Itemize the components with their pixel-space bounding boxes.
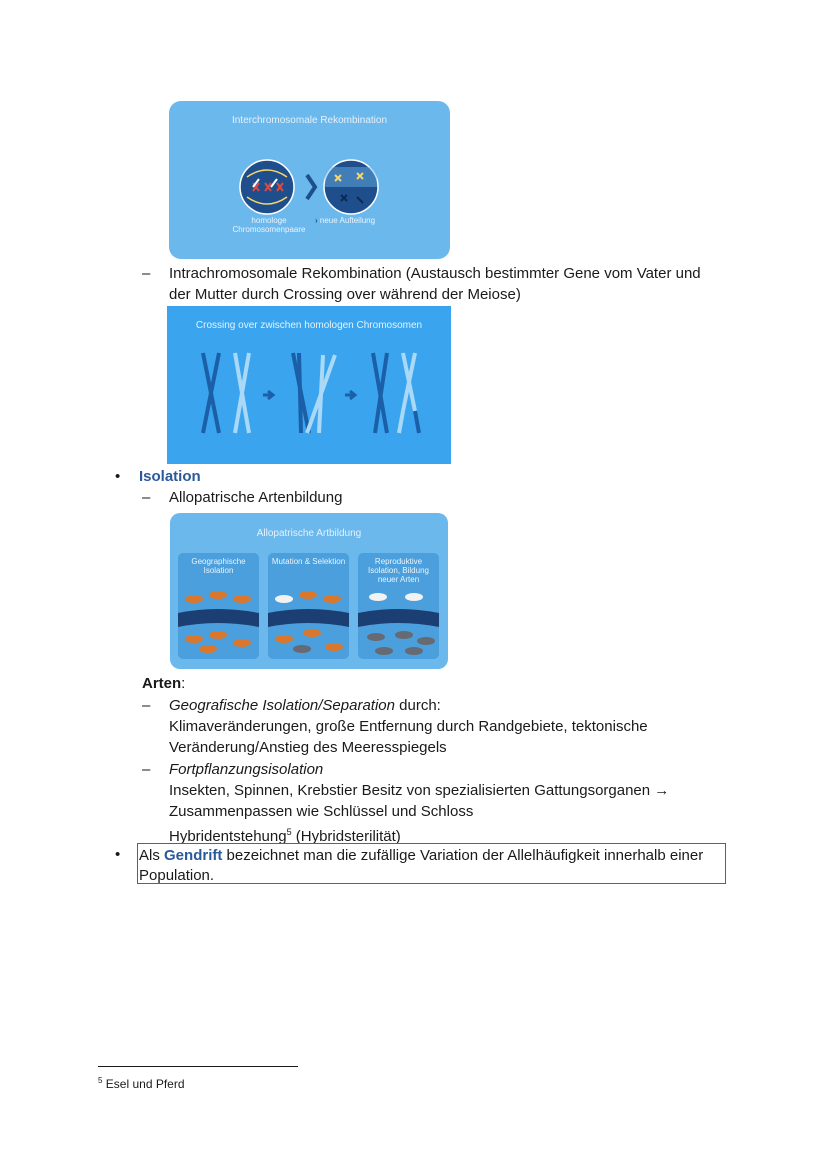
fox-populations-illustration [178,583,440,659]
geo-line-2: Klimaveränderungen, große Entfernung durch Randgebiete, tektonische [169,718,648,735]
panel-label: Geographische Isolation [191,557,246,575]
geo-italic: Geografische Isolation/Separation [169,697,395,714]
intra-line-1: Intrachromosomale Rekombination (Austausch bestimmter Gene vom Vater und [169,265,701,282]
bullet-marker: • [115,468,121,485]
figure-title: Crossing over zwischen homologen Chromosomen [195,320,423,331]
figure-label-left: homologe Chromosomenpaare [232,216,306,234]
figure-allopatric [170,513,448,669]
dash-marker: – [142,761,151,778]
crossing-over-illustration [187,351,437,441]
footnote-number: 5 [98,1076,103,1085]
fort-line-3: Zusammenpassen wie Schlüssel und Schloss [169,803,474,820]
footnote-separator [98,1066,298,1067]
footnote [98,1073,185,1092]
geo-line-3: Veränderung/Anstieg des Meeresspiegels [169,739,447,756]
gendrift-a: Als [139,847,165,864]
geo-rest: durch: [394,697,441,714]
figure-crossing-over [167,306,451,464]
footnote-ref[interactable]: 5 [286,827,292,837]
allopatrisch-label: Allopatrische Artenbildung [169,489,343,506]
geo-line-1 [169,695,749,716]
dash-marker: – [142,265,151,282]
gendrift-box [137,843,726,884]
arten-colon: : [181,675,186,692]
panel-label: Reproduktive Isolation, Bildung neuer Arten [368,557,429,584]
gendrift-c: bezeichnet man die zufällige Variation der Allelhäufigkeit innerhalb einer [222,847,704,864]
fort-line-2: Insekten, Spinnen, Krebstier Besitz von spezialisierten Gattungsorganen → [169,782,670,799]
fort-line-1 [169,759,749,780]
footnote-text: Esel und Pferd [105,1077,185,1091]
figure-title: Allopatrische Artbildung [256,528,362,539]
gendrift-line-1 [139,845,725,866]
bullet-marker: • [115,846,121,863]
panel-label: Mutation & Selektion [271,557,346,566]
intra-line-2: der Mutter durch Crossing over während der Meiose) [169,286,521,303]
figure-title: Interchromosomale Rekombination [231,115,388,126]
gendrift-line-2: Population. [139,867,215,884]
arten-heading [142,673,185,694]
hybrid-b: (Hybridsterilität) [291,828,401,845]
fort-italic: Fortpflanzungsisolation [169,761,324,778]
arten-label: Arten [142,675,182,692]
dash-marker: – [142,697,151,714]
gendrift-term: Gendrift [164,847,223,864]
arrow-icon: › [315,216,318,225]
hybrid-a: Hybridentstehung [169,828,287,845]
figure-interchromosomal [169,101,450,259]
chromosome-cell-illustration [229,153,389,219]
heading-isolation: Isolation [139,468,201,485]
figure-label-right [315,216,395,225]
dash-marker: – [142,489,151,506]
figure-label-right-text: neue Aufteilung [319,216,376,225]
